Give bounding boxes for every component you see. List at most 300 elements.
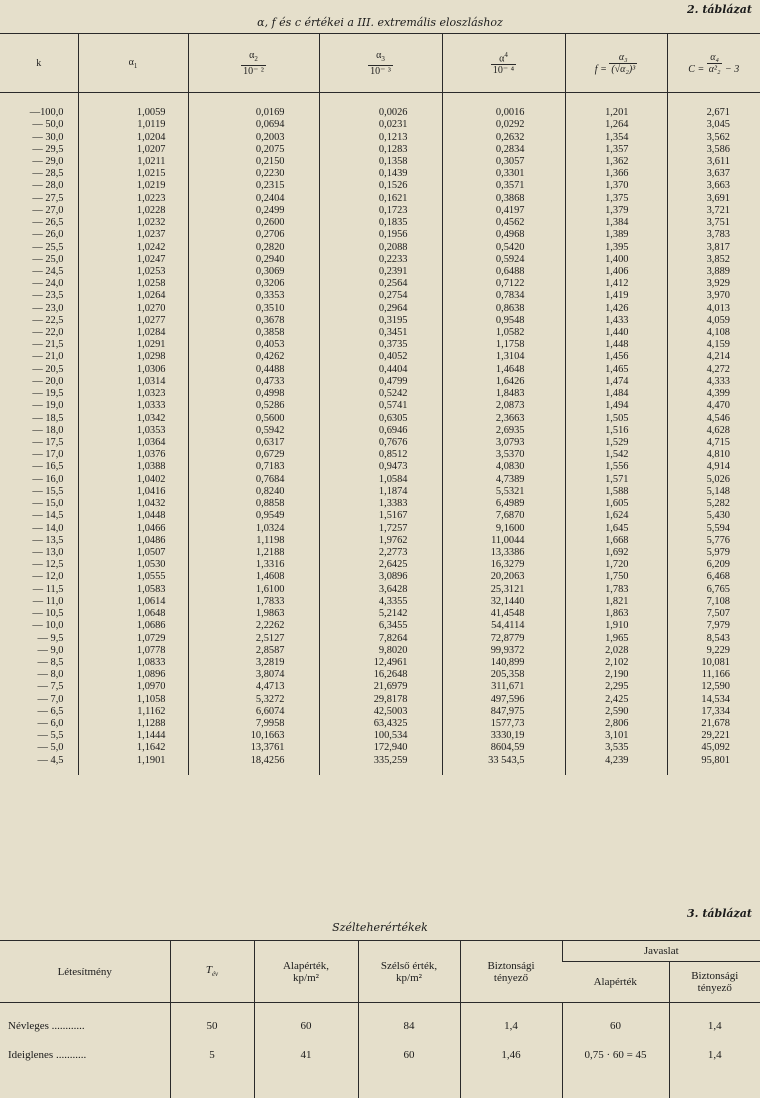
k-value: — 15,0 [32,498,64,510]
header-proposal-label: Javaslat [643,945,679,957]
alpha4-value: 497,596 [442,694,565,706]
alpha4-value: 0,3057 [442,156,565,168]
alpha1-value: 1,0432 [78,498,188,510]
alpha2-value: 2,2262 [188,620,319,632]
table-row [0,535,760,547]
alpha3-value: 0,2088 [319,241,442,253]
c-value: 4,214 [667,351,760,363]
c-value: 3,751 [667,217,760,229]
alpha4-value: 33 543,5 [442,755,565,767]
table-row [0,290,760,302]
alpha1-value: 1,0219 [78,180,188,192]
alpha1-value: 1,0232 [78,217,188,229]
base-value: 41 [254,1040,358,1069]
alpha2-value: 0,2075 [188,144,319,156]
f-value: 1,465 [565,364,667,376]
table-row [0,241,760,253]
alpha2-value: 0,8240 [188,486,319,498]
alpha1-value: 1,0215 [78,168,188,180]
header-extreme-value [358,941,460,1003]
c-value: 11,166 [667,669,760,681]
alpha3-value: 5,2142 [319,608,442,620]
alpha4-value: 2,3663 [442,412,565,424]
alpha4-value: 205,358 [442,669,565,681]
k-value: — 7,5 [37,681,64,693]
alpha4-value: 0,0292 [442,119,565,131]
alpha2-value: 0,0169 [188,107,319,119]
alpha4-value: 1,4648 [442,364,565,376]
f-value: 3,535 [565,742,667,754]
k-value: — 18,5 [32,412,64,424]
c-value: 3,970 [667,290,760,302]
table-row [0,461,760,473]
f-value: 1,375 [565,193,667,205]
table-3 [0,940,760,1098]
alpha2-value: 4,4713 [188,681,319,693]
alpha1-value: 1,1288 [78,718,188,730]
alpha3-value: 0,4052 [319,351,442,363]
proposal-base-value: 0,75 · 60 = 45 [562,1040,669,1069]
alpha3-value: 0,3195 [319,315,442,327]
c-value: 4,810 [667,449,760,461]
c-value: 5,282 [667,498,760,510]
header-t-ev-sub: év [211,970,219,979]
alpha1-value: 1,0223 [78,193,188,205]
k-value: — 5,5 [37,730,64,742]
k-value: — 13,5 [32,534,64,546]
alpha4-value: 0,2834 [442,144,565,156]
header-c [667,34,760,93]
alpha1-value: 1,0237 [78,229,188,241]
alpha2-value: 1,9863 [188,608,319,620]
c-value: 12,590 [667,681,760,693]
alpha1-value: 1,1162 [78,706,188,718]
c-value: 4,333 [667,376,760,388]
k-value: — 50,0 [32,119,64,131]
header-alpha3 [319,34,442,93]
alpha4-value: 0,5924 [442,254,565,266]
alpha2-value: 0,6729 [188,449,319,461]
alpha4-value: 20,2063 [442,571,565,583]
header-f-den: (√α₂)³ [611,63,636,75]
table-row [0,388,760,400]
alpha2-value: 10,1663 [188,730,319,742]
alpha3-value: 42,5003 [319,706,442,718]
alpha4-value: 7,6870 [442,510,565,522]
header-proposal-base [562,962,669,1003]
alpha2-value: 0,2706 [188,229,319,241]
alpha4-value: 140,899 [442,657,565,669]
alpha4-value: 0,4968 [442,229,565,241]
header-alpha1 [78,34,188,93]
table-row [0,327,760,339]
f-value: 1,412 [565,278,667,290]
alpha1-value: 1,0207 [78,144,188,156]
c-value: 3,929 [667,278,760,290]
alpha1-value: 1,0364 [78,437,188,449]
c-value: 3,783 [667,229,760,241]
c-value: 3,889 [667,266,760,278]
k-value: — 23,5 [32,290,64,302]
alpha1-value: 1,0448 [78,510,188,522]
header-base-value [254,941,358,1003]
f-value: 1,362 [565,156,667,168]
header-c-den: α²₂ [708,63,721,75]
alpha1-value: 1,0648 [78,608,188,620]
f-value: 1,750 [565,571,667,583]
header-safety-factor-line1: Biztonsági [487,959,535,972]
k-value: — 20,0 [32,375,64,387]
header-alpha4-num: α [499,53,505,65]
alpha4-value: 13,3386 [442,547,565,559]
c-value: 4,059 [667,315,760,327]
alpha4-value: 847,975 [442,706,565,718]
alpha4-value: 54,4114 [442,620,565,632]
alpha2-value: 1,7833 [188,596,319,608]
alpha2-value: 0,9549 [188,510,319,522]
c-value: 3,637 [667,168,760,180]
alpha2-value: 0,2315 [188,180,319,192]
table-row [0,584,760,596]
alpha4-value: 0,8638 [442,303,565,315]
alpha1-value: 1,0970 [78,681,188,693]
alpha2-value: 0,4262 [188,351,319,363]
c-value: 4,108 [667,327,760,339]
k-value: — 25,5 [32,241,64,253]
alpha1-value: 1,0270 [78,303,188,315]
alpha2-value: 0,2404 [188,193,319,205]
k-value: —100,0 [29,107,64,119]
table-row [0,266,760,278]
alpha1-value: 1,0242 [78,241,188,253]
header-extreme-value-unit: kp/m² [396,971,422,984]
alpha3-value: 0,2754 [319,290,442,302]
k-value: — 19,5 [32,388,64,400]
table-row [0,510,760,522]
alpha1-value: 1,0204 [78,131,188,143]
alpha3-value: 7,8264 [319,632,442,644]
header-k [0,34,78,93]
alpha4-value: 4,0830 [442,461,565,473]
table-row [0,498,760,510]
c-value: 5,979 [667,547,760,559]
c-value: 4,470 [667,400,760,412]
f-value: 1,494 [565,400,667,412]
alpha3-value: 0,3735 [319,339,442,351]
alpha2-value: 1,6100 [188,584,319,596]
alpha3-value: 4,3355 [319,596,442,608]
alpha2-value: 0,4488 [188,364,319,376]
alpha3-value: 1,7257 [319,522,442,534]
f-value: 2,102 [565,657,667,669]
table-row [0,425,760,437]
table-row [0,669,760,681]
header-t-ev-T: T [205,964,212,977]
alpha4-value: 0,3301 [442,168,565,180]
alpha1-value: 1,0353 [78,425,188,437]
alpha2-value: 0,2820 [188,241,319,253]
alpha4-value: 4,7389 [442,474,565,486]
table-3-label: 3. táblázat [687,907,752,920]
alpha3-value: 0,9473 [319,461,442,473]
alpha3-value: 0,6946 [319,425,442,437]
alpha2-value: 0,2600 [188,217,319,229]
k-value: — 20,5 [32,363,64,375]
alpha1-value: 1,0228 [78,205,188,217]
k-value: — 12,0 [32,571,64,583]
alpha2-value: 0,5942 [188,425,319,437]
alpha1-value: 1,1444 [78,730,188,742]
header-safety-factor-line2: tényező [493,971,529,984]
alpha1-value: 1,0342 [78,412,188,424]
proposal-safety-value: 1,4 [669,1003,760,1041]
f-value: 1,440 [565,327,667,339]
k-value: — 16,0 [32,473,64,485]
f-value: 1,395 [565,241,667,253]
alpha2-value: 2,5127 [188,632,319,644]
alpha4-value: 1,1758 [442,339,565,351]
f-value: 1,910 [565,620,667,632]
k-value: — 26,0 [32,229,64,241]
alpha1-value: 1,0211 [78,156,188,168]
header-proposal-safety-line1: Biztonsági [691,970,739,982]
k-value: — 11,0 [32,595,64,607]
alpha1-value: 1,0896 [78,669,188,681]
alpha4-value: 3,5370 [442,449,565,461]
alpha3-value: 0,4404 [319,364,442,376]
table-row [0,119,760,131]
k-value: — 7,0 [37,693,64,705]
c-value: 4,272 [667,364,760,376]
header-c-num: α₄ [707,52,723,64]
table-row [0,156,760,168]
alpha4-value: 311,671 [442,681,565,693]
f-value: 1,357 [565,144,667,156]
alpha4-value: 3,0793 [442,437,565,449]
facility-name: Ideiglenes ........... [8,1048,87,1061]
table-row [0,254,760,266]
header-proposal-safety-line2: tényező [697,982,732,994]
alpha3-value: 12,4961 [319,657,442,669]
k-value: — 6,5 [37,705,64,717]
alpha3-value: 63,4325 [319,718,442,730]
f-value: 1,624 [565,510,667,522]
alpha1-value: 1,0614 [78,596,188,608]
alpha2-value: 1,1198 [188,535,319,547]
alpha3-value: 1,5167 [319,510,442,522]
c-value: 5,026 [667,474,760,486]
f-value: 1,692 [565,547,667,559]
k-value: — 21,5 [32,339,64,351]
table-2-body [0,93,760,775]
c-value: 7,979 [667,620,760,632]
f-value: 1,505 [565,412,667,424]
header-base-value-label: Alapérték, [282,959,330,972]
proposal-safety-value: 1,4 [669,1040,760,1069]
f-value: 1,379 [565,205,667,217]
f-value: 1,588 [565,486,667,498]
f-value: 1,201 [565,107,667,119]
table-row [0,1040,760,1069]
k-value: — 29,5 [32,143,64,155]
table-row [0,620,760,632]
f-value: 1,366 [565,168,667,180]
alpha3-value: 100,534 [319,730,442,742]
k-value: — 5,0 [37,742,64,754]
alpha4-value: 0,9548 [442,315,565,327]
c-value: 3,611 [667,156,760,168]
alpha2-value: 0,5286 [188,400,319,412]
c-value: 3,562 [667,131,760,143]
alpha3-value: 0,2233 [319,254,442,266]
table-row [0,474,760,486]
table-row [0,217,760,229]
alpha3-value: 0,1526 [319,180,442,192]
f-value: 2,425 [565,694,667,706]
alpha3-value: 0,0026 [319,107,442,119]
alpha3-value: 0,1358 [319,156,442,168]
alpha2-value: 0,7183 [188,461,319,473]
f-value: 1,419 [565,290,667,302]
alpha3-value: 16,2648 [319,669,442,681]
alpha4-value: 32,1440 [442,596,565,608]
header-t-ev [170,941,254,1003]
alpha4-value: 16,3279 [442,559,565,571]
alpha3-value: 0,7676 [319,437,442,449]
f-value: 1,406 [565,266,667,278]
alpha3-value: 2,2773 [319,547,442,559]
alpha1-value: 1,0247 [78,254,188,266]
alpha4-value: 1577,73 [442,718,565,730]
f-value: 1,965 [565,632,667,644]
table-row [0,742,760,754]
alpha3-value: 335,259 [319,755,442,767]
alpha1-value: 1,0388 [78,461,188,473]
alpha3-value: 172,940 [319,742,442,754]
alpha1-value: 1,0530 [78,559,188,571]
f-value: 2,028 [565,645,667,657]
header-alpha2-num: α [249,49,255,61]
alpha3-value: 0,0231 [319,119,442,131]
f-value: 1,370 [565,180,667,192]
alpha4-value: 41,4548 [442,608,565,620]
header-safety-factor [460,941,562,1003]
f-value: 2,590 [565,706,667,718]
alpha1-value: 1,0507 [78,547,188,559]
c-value: 21,678 [667,718,760,730]
k-value: — 10,0 [32,620,64,632]
header-k-label: k [36,57,42,69]
k-value: — 9,0 [37,644,64,656]
table-row [0,657,760,669]
alpha2-value: 0,3206 [188,278,319,290]
alpha4-value: 72,8779 [442,632,565,644]
alpha1-value: 1,0486 [78,535,188,547]
alpha3-value: 9,8020 [319,645,442,657]
table-row [0,131,760,143]
alpha2-value: 0,3510 [188,303,319,315]
base-value: 60 [254,1003,358,1041]
c-value: 7,507 [667,608,760,620]
alpha2-value: 3,2819 [188,657,319,669]
c-value: 45,092 [667,742,760,754]
table-2-header-row [0,34,760,93]
alpha1-value: 1,0291 [78,339,188,351]
alpha2-value: 1,0324 [188,522,319,534]
alpha2-value: 13,3761 [188,742,319,754]
f-value: 1,264 [565,119,667,131]
c-value: 6,209 [667,559,760,571]
alpha1-value: 1,0833 [78,657,188,669]
f-value: 1,389 [565,229,667,241]
alpha3-value: 0,1723 [319,205,442,217]
alpha2-value: 0,3353 [188,290,319,302]
alpha4-value: 1,0582 [442,327,565,339]
alpha2-value: 1,4608 [188,571,319,583]
safety-factor-value: 1,46 [460,1040,562,1069]
alpha3-value: 0,2564 [319,278,442,290]
k-value: — 10,5 [32,608,64,620]
c-value: 14,534 [667,694,760,706]
header-c-rhs: − 3 [724,63,740,75]
f-value: 1,400 [565,254,667,266]
c-value: 3,721 [667,205,760,217]
table-row [0,608,760,620]
table-row [0,168,760,180]
table-row [0,645,760,657]
alpha1-value: 1,0306 [78,364,188,376]
table-row [0,412,760,424]
alpha4-value: 0,3571 [442,180,565,192]
table-row [0,303,760,315]
f-value: 1,542 [565,449,667,461]
alpha2-value: 0,8858 [188,498,319,510]
table-row [0,596,760,608]
alpha2-value: 0,4733 [188,376,319,388]
k-value: — 14,5 [32,510,64,522]
table-3-title: Szélteherértékek [332,921,428,934]
k-value: — 6,0 [37,718,64,730]
alpha1-value: 1,0314 [78,376,188,388]
alpha3-value: 0,3451 [319,327,442,339]
f-value: 1,456 [565,351,667,363]
f-value: 1,426 [565,303,667,315]
k-value: — 12,5 [32,559,64,571]
table-row [0,351,760,363]
alpha2-value: 5,3272 [188,694,319,706]
header-facility-label: Létesítmény [57,965,112,978]
c-value: 4,715 [667,437,760,449]
alpha3-value: 0,5741 [319,400,442,412]
c-value: 17,334 [667,706,760,718]
table-row [0,437,760,449]
alpha1-value: 1,0778 [78,645,188,657]
table-row [0,694,760,706]
table-row [0,718,760,730]
table-row [0,364,760,376]
table-row [0,486,760,498]
alpha4-value: 25,3121 [442,584,565,596]
header-alpha1-sub: 1 [133,61,138,70]
k-value: — 19,0 [32,400,64,412]
k-value: — 27,5 [32,192,64,204]
table-row [0,449,760,461]
table-row [0,339,760,351]
table-row [0,376,760,388]
table-row [0,315,760,327]
c-value: 3,663 [667,180,760,192]
f-value: 1,474 [565,376,667,388]
